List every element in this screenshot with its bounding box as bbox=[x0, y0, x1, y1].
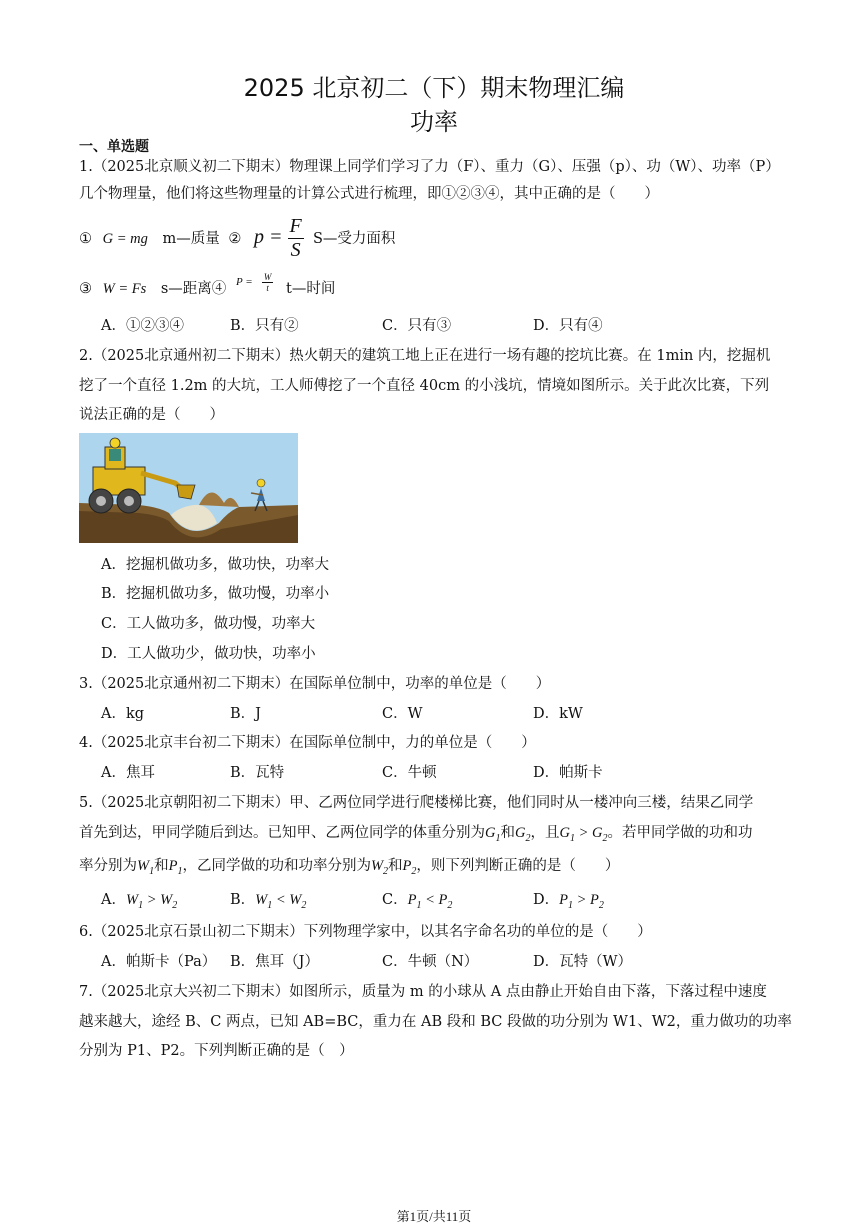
q6-option-b[interactable]: B．焦耳（J） bbox=[230, 954, 319, 970]
q6-option-d[interactable]: D．瓦特（W） bbox=[533, 954, 633, 970]
formula-power: P = $\frac{W}{t}$ bbox=[236, 272, 272, 293]
question-1-formula-row-1: ① G = mg m—质量 ② bbox=[79, 231, 242, 247]
q1-option-c[interactable]: C．只有③ bbox=[382, 318, 452, 334]
question-5-line-2: 首先到达，甲同学随后到达。已知甲、乙两位同学的体重分别为$G_1$和$G_2$，且$G_1 > G_2$。若甲同学做的功和功 bbox=[79, 825, 753, 844]
q3-option-b[interactable]: B．J bbox=[230, 706, 261, 722]
question-7-line-3: 分别为 P1、P2。下列判断正确的是（ ） bbox=[79, 1043, 354, 1059]
question-5-line-3: 率分别为$W_1$和$P_1$，乙同学做的功和功率分别为$W_2$和$P_2$，则下列判断正确的是（ ） bbox=[79, 858, 620, 877]
document-title: 2025 北京初二（下）期末物理汇编 bbox=[243, 74, 625, 102]
formula-work: W = Fs bbox=[102, 281, 147, 297]
excavator-illustration bbox=[79, 433, 298, 543]
q2-option-d[interactable]: D．工人做功少，做功快，功率小 bbox=[101, 646, 316, 662]
question-5-line-1: 5.（2025北京朝阳初二下期末）甲、乙两位同学进行爬楼梯比赛，他们同时从一楼冲向三楼，结果乙同学 bbox=[79, 795, 754, 811]
question-6-line-1: 6.（2025北京石景山初二下期末）下列物理学家中，以其名字命名功的单位的是（ ） bbox=[79, 924, 652, 940]
q5-option-c[interactable]: C．$P_1 < P_2$ bbox=[382, 892, 453, 911]
q6-option-a[interactable]: A．帕斯卡（Pa） bbox=[101, 954, 217, 970]
q2-option-c[interactable]: C．工人做功多，做功慢，功率大 bbox=[101, 616, 316, 632]
question-2-line-1: 2.（2025北京通州初二下期末）热火朝天的建筑工地上正在进行一场有趣的挖坑比赛。在 1min 内，挖掘机 bbox=[79, 348, 771, 364]
q3-option-d[interactable]: D．kW bbox=[533, 706, 583, 722]
question-2-line-3: 说法正确的是（ ） bbox=[79, 407, 224, 423]
q5-option-a[interactable]: A．$W_1 > W_2$ bbox=[101, 892, 178, 911]
question-3-line-1: 3.（2025北京通州初二下期末）在国际单位制中，功率的单位是（ ） bbox=[79, 676, 551, 692]
q4-option-c[interactable]: C．牛顿 bbox=[382, 765, 437, 781]
q2-option-b[interactable]: B．挖掘机做功多，做功慢，功率小 bbox=[101, 586, 330, 602]
question-1-formula-row-2: ③ W = Fs s—距离④ bbox=[79, 281, 227, 297]
q3-option-a[interactable]: A．kg bbox=[101, 706, 145, 722]
question-2-line-2: 挖了一个直径 1.2m 的大坑，工人师傅挖了一个直径 40cm 的小浅坑，情境如图所示。关于此次比赛，下列 bbox=[79, 378, 770, 394]
question-7-line-2: 越来越大，途经 B、C 两点，已知 AB=BC，重力在 AB 段和 BC 段做的功分别为 W1、W2，重力做功的功率 bbox=[79, 1014, 792, 1030]
q1-option-b[interactable]: B．只有② bbox=[230, 318, 299, 334]
question-1-line-2: 几个物理量，他们将这些物理量的计算公式进行梳理，即①②③④，其中正确的是（ ） bbox=[79, 186, 659, 202]
q2-option-a[interactable]: A．挖掘机做功多，做功快，功率大 bbox=[101, 557, 329, 573]
q4-option-d[interactable]: D．帕斯卡 bbox=[533, 765, 603, 781]
question-7-line-1: 7.（2025北京大兴初二下期末）如图所示，质量为 m 的小球从 A 点由静止开始自由下落，下落过程中速度 bbox=[79, 984, 767, 1000]
question-4-line-1: 4.（2025北京丰台初二下期末）在国际单位制中，力的单位是（ ） bbox=[79, 735, 536, 751]
document-subtitle: 功率 bbox=[410, 108, 458, 136]
formula-pressure-note: S—受力面积 bbox=[313, 231, 396, 247]
q6-option-c[interactable]: C．牛顿（N） bbox=[382, 954, 479, 970]
q1-option-d[interactable]: D．只有④ bbox=[533, 318, 603, 334]
q3-option-c[interactable]: C．W bbox=[382, 706, 423, 722]
q4-option-b[interactable]: B．瓦特 bbox=[230, 765, 285, 781]
page-footer: 第1页/共11页 bbox=[396, 1209, 472, 1224]
q4-option-a[interactable]: A．焦耳 bbox=[101, 765, 155, 781]
q1-option-a[interactable]: A．①②③④ bbox=[101, 318, 184, 334]
formula-gravity: G = mg bbox=[102, 231, 148, 247]
formula-power-note: t—时间 bbox=[286, 281, 336, 297]
q5-option-b[interactable]: B．$W_1 < W_2$ bbox=[230, 892, 307, 911]
formula-pressure: p = $\frac{F}{S}$ bbox=[254, 215, 302, 261]
question-1-line-1: 1.（2025北京顺义初二下期末）物理课上同学们学习了力（F）、重力（G）、压强（p）、功（W）、功率（P） bbox=[79, 159, 780, 175]
q5-option-d[interactable]: D．$P_1 > P_2$ bbox=[533, 892, 604, 911]
section-heading: 一、单选题 bbox=[79, 139, 149, 155]
